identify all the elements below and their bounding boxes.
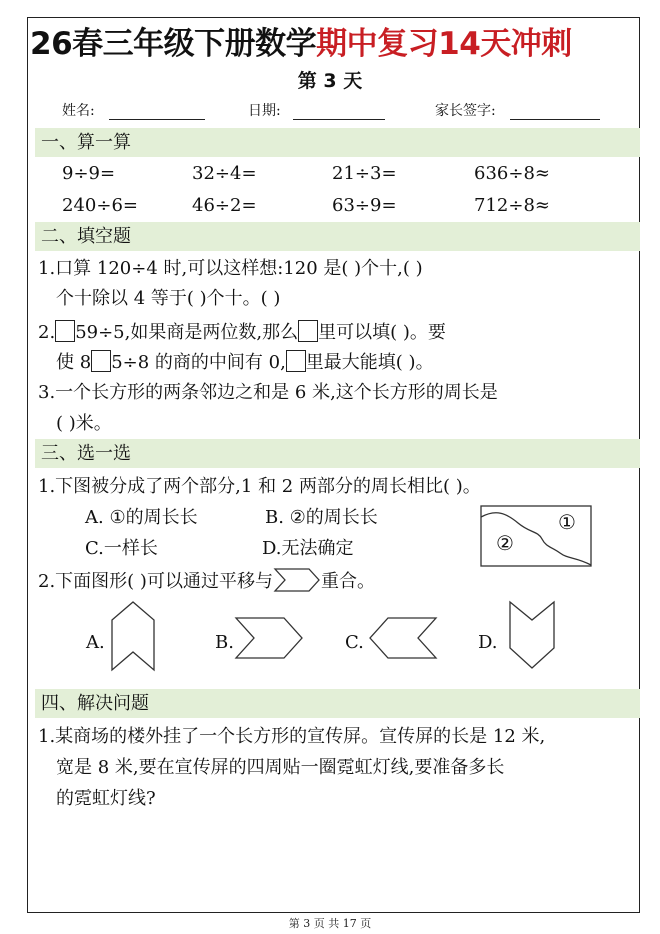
parent-blank[interactable] [510,105,600,120]
q2-2-text-e: 里最大能填( )。 [305,352,434,373]
date-label: 日期: [248,103,281,119]
day-label: 第 3 天 [297,70,363,92]
name-blank[interactable] [109,105,205,120]
q2-1-line2: 个十除以 4 等于( )个十。( ) [56,288,281,309]
q2-2-text-a: 59÷5,如果商是两位数,那么 [75,322,299,343]
q4-1-line2: 宽是 8 米,要在宣传屏的四周贴一圈霓虹灯线,要准备多长 [56,757,505,778]
date-field[interactable] [248,100,385,120]
shape-a[interactable] [110,600,156,672]
calc-item: 240÷6= [62,195,138,216]
q2-3-line2: ( )米。 [56,413,112,434]
option-c: C.一样长 [85,538,158,559]
digit-box[interactable] [298,320,318,342]
q4-1-line1: 1.某商场的楼外挂了一个长方形的宣传屏。宣传屏的长是 12 米, [38,726,546,747]
digit-box[interactable] [286,350,306,372]
q2-2-text-d: 5÷8 的商的中间有 0, [111,352,286,373]
option-b: B. ②的周长长 [265,507,378,528]
reference-arrow-shape [273,567,321,593]
q2-3-line1: 3.一个长方形的两条邻边之和是 6 米,这个长方形的周长是 [38,382,498,403]
q3-2-line [38,567,375,594]
q2-1-line1: 1.口算 120÷4 时,可以这样想:120 是( )个十,( ) [38,258,423,279]
calc-item: 9÷9= [62,163,116,184]
digit-box[interactable] [91,350,111,372]
calc-item: 636÷8≈ [474,163,550,184]
name-label: 姓名: [62,103,95,119]
q2-2-prefix: 2. [38,322,56,343]
date-blank[interactable] [293,105,385,120]
shape-label-b: B. [215,632,234,653]
figure-label-1: ① [558,510,576,534]
q2-2-text-b: 里可以填( )。要 [318,322,446,343]
q3-2-text-a: 2.下面图形( )可以通过平移与 [38,571,273,592]
shape-label-c: C. [345,632,364,653]
section3-header: 三、选一选 [35,439,640,468]
shape-d[interactable] [508,600,556,670]
parent-signature-field[interactable] [435,100,600,120]
option-a: A. ①的周长长 [85,507,198,528]
q2-2-text-c: 使 8 [56,352,92,373]
digit-box[interactable] [55,320,75,342]
q2-2-line1 [38,320,446,345]
q2-2-line2 [56,350,434,375]
parent-label: 家长签字: [435,103,496,119]
name-field[interactable] [62,100,205,120]
section1-header: 一、算一算 [35,128,640,157]
calc-item: 21÷3= [332,163,397,184]
figure-label-2: ② [496,531,514,555]
shape-label-a: A. [86,632,105,653]
option-d: D.无法确定 [262,538,354,559]
title-red: 期中复习14天冲刺 [316,26,572,62]
calc-item: 46÷2= [192,195,257,216]
q4-1-line3: 的霓虹灯线? [56,788,156,809]
title-black: 26春三年级下册数学 [30,26,317,62]
section2-header: 二、填空题 [35,222,640,251]
worksheet-title [30,22,638,66]
page-footer: 第 3 页 共 17 页 [288,917,372,930]
calc-item: 32÷4= [192,163,257,184]
section4-header: 四、解决问题 [35,689,640,718]
shape-c[interactable] [368,616,438,660]
shape-label-d: D. [478,632,498,653]
q3-1-text: 1.下图被分成了两个部分,1 和 2 两部分的周长相比( )。 [38,476,481,497]
calc-item: 712÷8≈ [474,195,550,216]
q3-2-text-b: 重合。 [320,571,375,592]
shape-b[interactable] [234,616,304,660]
calc-item: 63÷9= [332,195,397,216]
